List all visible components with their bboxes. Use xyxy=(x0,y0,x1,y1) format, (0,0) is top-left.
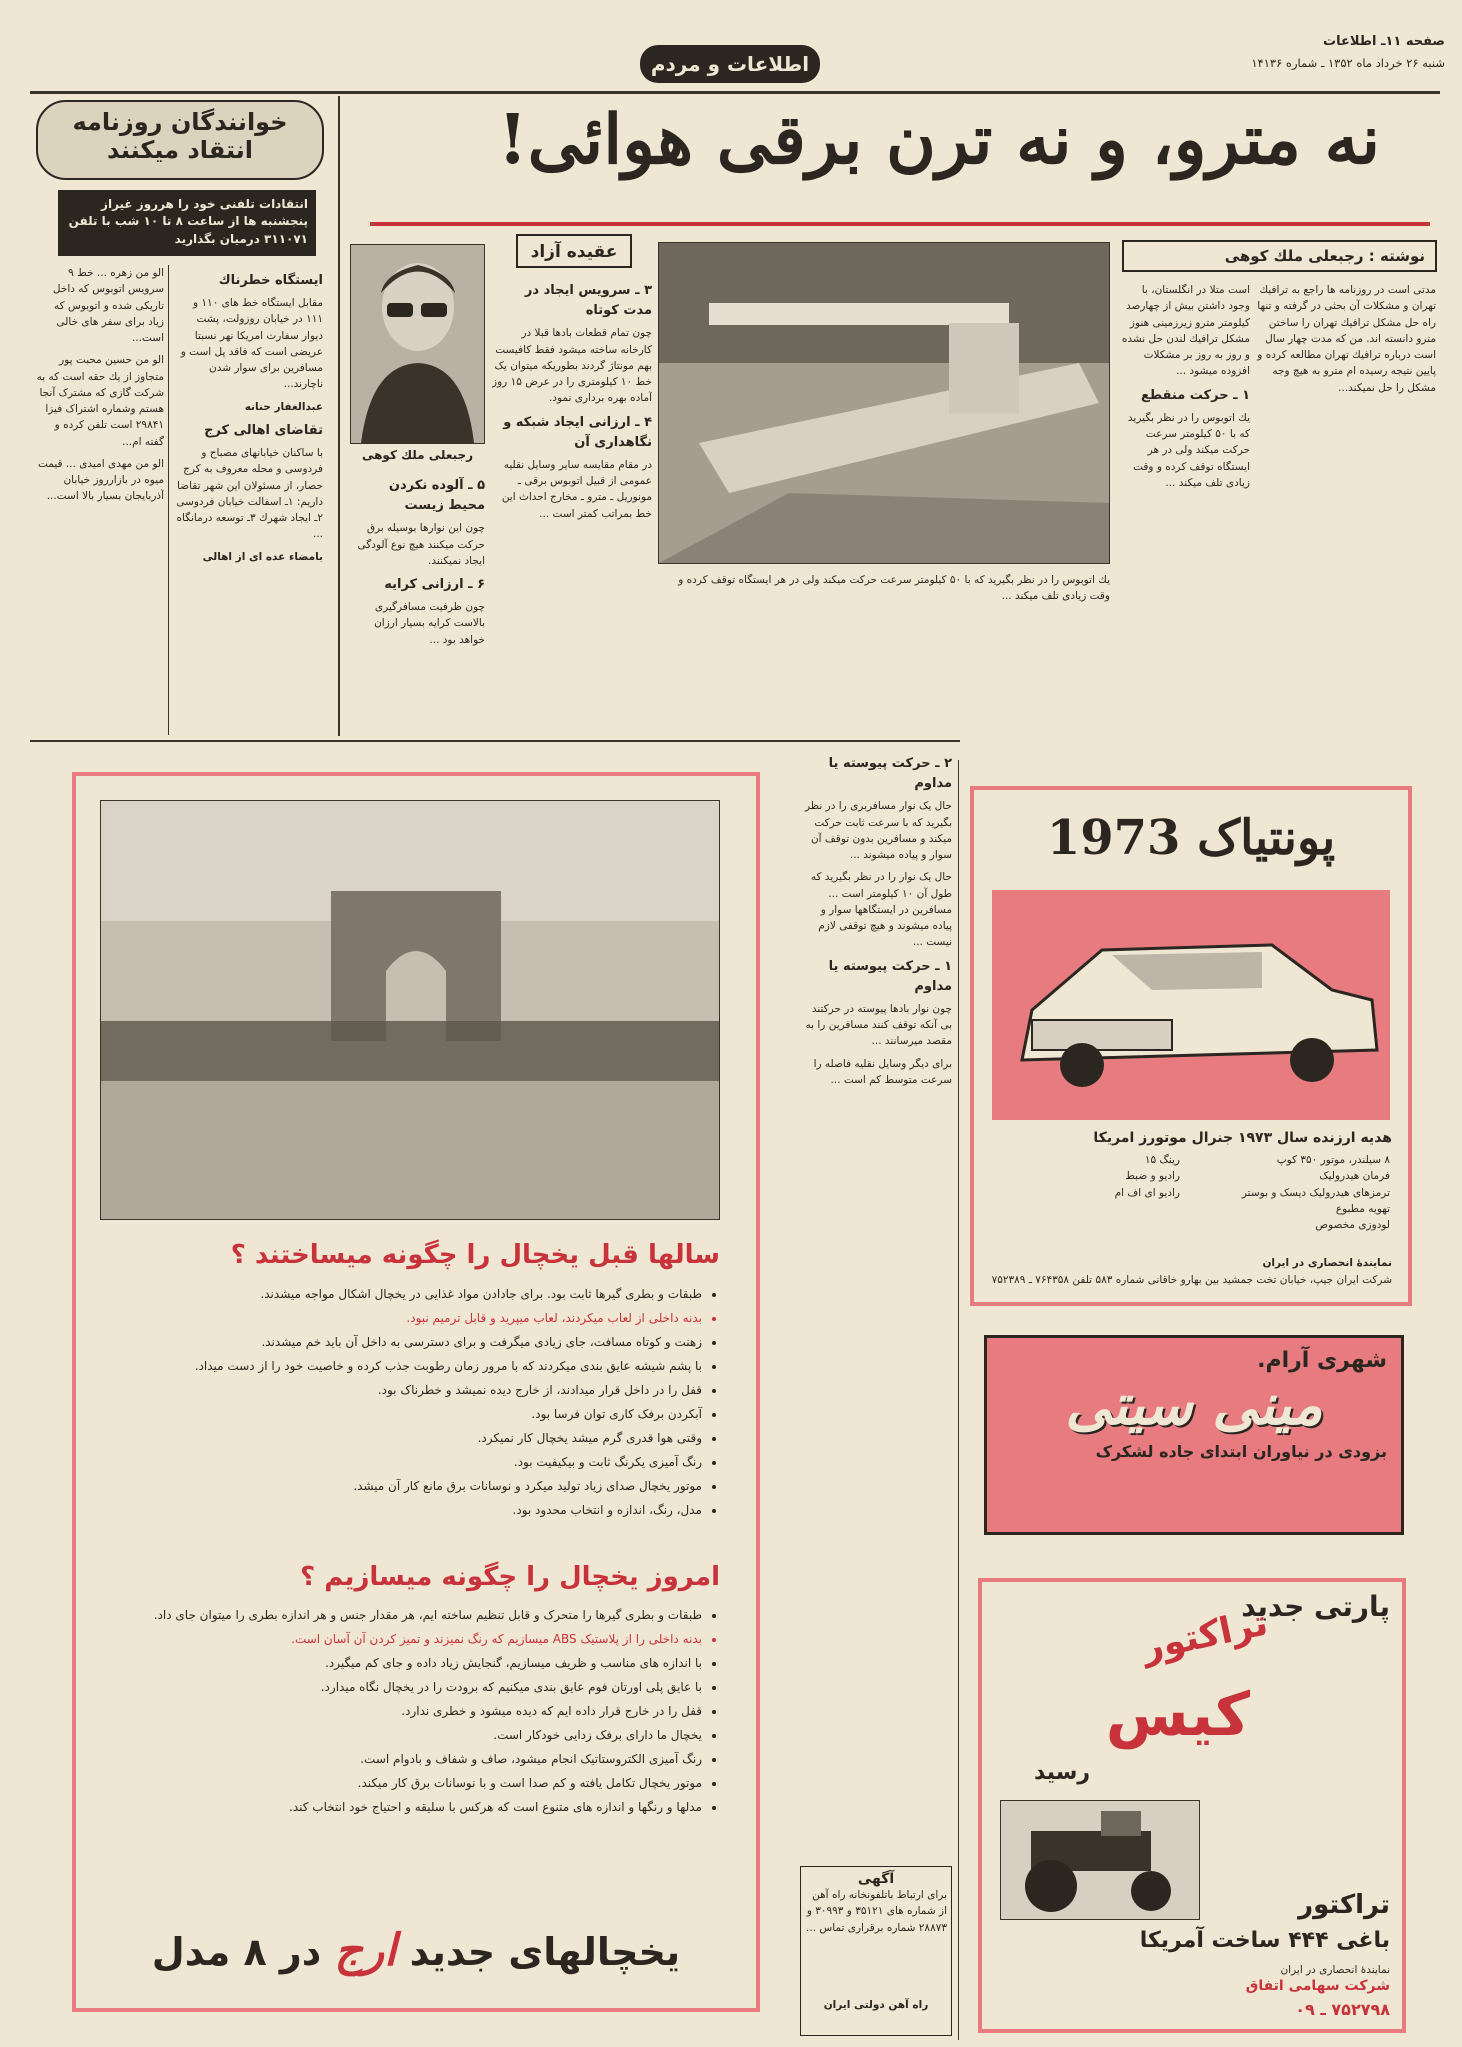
author-caption: رجبعلی ملك كوهی xyxy=(361,448,474,462)
feature-item: تهویه مطبوع xyxy=(1335,1202,1390,1215)
brand-arj: ارج xyxy=(334,1925,397,1976)
now-item: • با عایق پلی اورتان فوم عایق بندی میکنیم که برودت را در یخچال نگاه میدارد. xyxy=(100,1678,702,1696)
readers-title-2: انتقاد میکنند xyxy=(106,136,254,164)
fridge-slogan xyxy=(84,1925,748,1976)
now-item: • با اندازه های مناسب و ظریف میسازیم، گنجایش زیاد داده و جای کم میگیرد. xyxy=(100,1654,702,1672)
article-col-under-photo xyxy=(658,572,1110,737)
tractor-company: شرکت سهامی اتفاق xyxy=(1245,1978,1390,1994)
car-icon xyxy=(992,890,1390,1120)
author-portrait-icon xyxy=(351,245,484,443)
past-item: • طبقات و بطری گیرها ثابت بود. برای جادادن مواد غذایی در یخچال اشکال مواجه میشدند. xyxy=(100,1285,702,1303)
letter-3: الو من مهدی امیدی ... قیمت میوه در بازارروز خیابان آذربایجان بسیار بالا است... xyxy=(37,457,164,503)
mid-rule xyxy=(30,740,960,742)
section1-title: ۱ ـ حرکت منقطع xyxy=(1141,387,1250,403)
fridge-heading-now xyxy=(100,1562,720,1592)
now-item: • یخچال ما دارای برفک زدایی خودکار است. xyxy=(100,1726,702,1744)
now-item: • بدنه داخلی را از پلاستیک ABS میسازیم که رنگ نمیزند و تمیز کردن آن آسان است. xyxy=(100,1630,702,1648)
pontiac-title: پونتیاک 1973 xyxy=(1046,810,1336,866)
section-cont-title: ۱ ـ حرکت پیوسته یا مداوم xyxy=(828,958,952,994)
opinion-left-col xyxy=(350,470,485,735)
opinion-s3-title: ۳ ـ سرویس ایجاد در مدت کوتاه xyxy=(524,283,652,319)
date-line: شنبه ۲۶ خرداد ماه ۱۳۵۲ ـ شماره ۱۴۱۳۶ xyxy=(1251,56,1445,70)
pontiac-rep: نمایندۀ انحصاری در ایران xyxy=(1262,1257,1392,1269)
now-item: • طبقات و بطری گیرها را متحرک و قابل تنظیم ساخته ایم، هر مقدار جنس و هر اندازه بطری را میتوان جای داد. xyxy=(100,1606,702,1624)
letter-karaj: با ساکنان خیابانهای مصباح و فردوسی و محله معروف به کرج حصار، از مسئولان این شهر تقاضا داریم: ۱ـ اسفالت خیابان فردوسی ۲ـ ایجاد شهرك ۳ـ توسعه درمانگاه ... xyxy=(176,447,323,541)
section-cont-text: چون نوار بادها پیوسته در حرکتند بی آنکه توقف کنند مسافرین را به مقصد میرسانند ... xyxy=(805,1002,952,1048)
byline: نوشته : رجبعلی ملك كوهی xyxy=(1122,240,1437,272)
notice-box xyxy=(800,1866,952,2036)
article-col-a xyxy=(1256,282,1436,732)
tractor-model-line: تراکتور xyxy=(1298,1890,1390,1920)
pontiac-subtitle: هدیه ارزنده سال ۱۹۷۳ جنرال موتورز امریکا xyxy=(1093,1130,1392,1146)
now-item: • رنگ آمیزی الکتروستاتیک انجام میشود، صاف و شفاف و بادوام است. xyxy=(100,1750,702,1768)
feature-item: رادیو ای اف ام xyxy=(1114,1186,1180,1199)
past-item: • آبکردن برفک کاری توان فرسا بود. xyxy=(100,1405,702,1423)
fridge-heading-now-text: امروز یخچال را چگونه میسازیم ؟ xyxy=(300,1562,720,1592)
past-item: • بدنه داخلی از لعاب میکردند، لعاب میپرید و قابل ترمیم نبود. xyxy=(100,1309,702,1327)
letter-danger: مقابل ایستگاه خط های ۱۱۰ و ۱۱۱ در خیابان روزولت، پشت دیوار سفارت امریکا نهر نسبتا عریضی است که فاقد پل است و مسافرین برای سوار شدن ناچارند... xyxy=(180,297,323,391)
notice-text: برای ارتباط باتلفونخانه راه آهن از شماره های ۳۵۱۲۱ و ۳۰۹۹۳ و ۲۸۸۷۳ شماره برقراری تماس ... xyxy=(806,1889,947,1934)
opinion-s5: چون این نوارها بوسیله برق حرکت میکنند هیچ نوع آلودگی ایجاد نمیکنند. xyxy=(357,522,485,567)
section1-continued: یك اتوبوس را در نظر بگیرید که با ۵۰ کیلومتر سرعت حرکت میکند ولی در هر ایستگاه توقف کرده و وقت زیادی تلف میکند ... xyxy=(678,574,1110,603)
minicity-tagline: شهری آرام. xyxy=(1257,1348,1387,1373)
tractor-top: پارتی جدید xyxy=(1241,1590,1390,1623)
letter-karaj-signer: بامضاء عده ای از اهالی xyxy=(202,550,323,563)
feature-item: رادیو و ضبط xyxy=(1125,1170,1180,1183)
letter-2: الو من حسین محبت پور متجاوز از یك حقه است که به شرکت گازی که مشترک آنجا هستم وشماره اشتراک فیزا ۲۹۸۴۱ است تلفن کرده و گفته ام... xyxy=(36,354,164,448)
letter-1: الو من زهره ... خط ۹ سرویس اتوبوس که داخل تاریكی شده و اتوبوس که زیاد برای سفر های خالی است... xyxy=(52,267,164,345)
headline-rule xyxy=(370,222,1430,226)
top-rule xyxy=(30,91,1440,94)
feature-item: ۸ سیلندر، موتور ۳۵۰ کوپ xyxy=(1276,1154,1390,1166)
feature-item: لودوزی مخصوص xyxy=(1315,1219,1390,1232)
tractor-brand1: تراکتور xyxy=(1138,1602,1272,1669)
fridge-heading-past xyxy=(100,1240,720,1270)
feature-item: رینگ ۱۵ xyxy=(1144,1154,1180,1166)
readers-info: انتقادات تلفنی خود را هرروز غیراز پنجشنبه ها از ساعت ۸ تا ۱۰ شب با تلفن ۳۱۱۰۷۱ درمیان بگذارید xyxy=(58,190,316,256)
past-item: • با پشم شیشه عایق بندی میکردند که با مرور زمان رطوبت جذب کرده و خاصیت خود را از دست میداد. xyxy=(100,1357,702,1375)
fridge-past-list xyxy=(100,1285,720,1555)
now-item: • مدلها و رنگها و اندازه های متنوع است که هرکس با سلیقه و احتیاج خود انتخاب کند. xyxy=(100,1798,702,1816)
fridge-heading-past-text: سالها قبل یخچال را چگونه میساختند ؟ xyxy=(230,1240,720,1270)
tractor-model: باغی ۴۴۴ ساخت آمریکا xyxy=(1139,1928,1390,1953)
tractor-dealer: نمایندۀ انحصاری در ایران xyxy=(1280,1964,1390,1976)
closing-text: برای دیگر وسایل نقلیه فاصله را سرعت متوسط کم است ... xyxy=(813,1057,952,1087)
letter-title-karaj: تقاضای اهالی کرج xyxy=(204,423,323,438)
vertical-rule xyxy=(338,96,340,736)
slogan-prefix: یخچالهای جدید xyxy=(409,1930,681,1974)
past-item: • رنگ آمیزی یکرنگ ثابت و بیکیفیت بود. xyxy=(100,1453,702,1471)
tractor-image xyxy=(1000,1800,1200,1920)
past-item: • مدل، رنگ، اندازه و انتخاب محدود بود. xyxy=(100,1501,702,1519)
readers-title-box xyxy=(36,100,324,180)
opinion-right-col xyxy=(492,275,652,735)
col-divider xyxy=(168,265,169,735)
article-b-text: است متلا در انگلستان، با وجود داشتن بیش از چهارصد کیلومتر مترو زیرزمینی هنوز مشکل ترافیك لندن حل نشده و روز به روز بر مشکلات افزوده میشود ... xyxy=(1121,284,1250,378)
opinion-s5-title: ۵ ـ آلوده نکردن محیط زیست xyxy=(388,478,485,514)
readers-title-1: خوانندگان روزنامه xyxy=(72,108,288,136)
section2-text: حال یک نوار مسافربری را در نظر بگیرید که با سرعت ثابت حرکت میکند و مسافرین بدون توقف آن سوار و پیاده میشوند ... xyxy=(805,800,952,862)
minicity-ad xyxy=(984,1335,1404,1535)
notice-signer: راه آهن دولتی ایران xyxy=(823,1999,929,2011)
author-photo xyxy=(350,244,485,444)
pontiac-address: شرکت ایران جیپ، خیابان تخت جمشید بین بهارو خاقانی شماره ۵۸۳ تلفن ۷۶۴۳۵۸ ـ ۷۵۲۳۸۹ xyxy=(991,1274,1392,1286)
letter-danger-signer: عبدالغفار حنانه xyxy=(244,400,323,413)
feature-item: ترمزهای هیدرولیک دیسک و بوستر xyxy=(1241,1186,1390,1199)
now-item: • قفل را در خارج قرار داده ایم که دیده میشود و خطری ندارد. xyxy=(100,1702,702,1720)
tractor-phone: ۷۵۲۷۹۸ ـ ۰۹ xyxy=(1295,2000,1390,2019)
section2-title: ۲ ـ حرکت پیوسته یا مداوم xyxy=(828,756,952,792)
minicity-location: بزودی در نیاوران ابتدای جاده لشکرک xyxy=(1095,1442,1387,1461)
letter-title-danger: ایستگاه خطرناك xyxy=(218,273,323,288)
past-item: • قفل را در داخل قرار میدادند، از خارج دیده نمیشد و خطرناک بود. xyxy=(100,1381,702,1399)
minicity-name: مینی سیتی xyxy=(1065,1373,1323,1438)
pontiac-features xyxy=(1190,1152,1390,1233)
article-col-center xyxy=(800,748,952,1858)
tractor-brand2: کیس xyxy=(1105,1680,1250,1750)
monorail-photo xyxy=(658,242,1110,564)
pontiac-car-panel xyxy=(992,890,1390,1120)
feature-item: فرمان هیدرولیک xyxy=(1319,1170,1390,1183)
opinion-s4-title: ۴ ـ ارزانی ایجاد شبکه و نگاهداری آن xyxy=(503,414,652,450)
tractor-arrived: رسید xyxy=(1034,1760,1090,1785)
article-c-text: حال یک نوار را در نظر بگیرید که طول آن ۱۰ کیلومتر است ... مسافرین در ایستگاهها سوار و پیاده میشوند و هیچ توقفی لازم نیست ... xyxy=(810,871,952,949)
article-col-b xyxy=(1120,282,1250,732)
page-label: صفحه ۱۱ـ اطلاعات xyxy=(1323,34,1445,49)
past-item: • وقتی هوا قدری گرم میشد یخچال کار نمیکرد. xyxy=(100,1429,702,1447)
opinion-s4: در مقام مقایسه سایر وسایل نقلیه عمومی از قبیل اتوبوس برقی ـ مونوریل ـ مترو ـ مخارج احداث این خط بمراتب کمتر است ... xyxy=(501,458,652,520)
main-headline: نه مترو، و نه ترن برقی هوائی! xyxy=(497,100,1380,180)
section1-text: یك اتوبوس را در نظر بگیرید که با ۵۰ کیلومتر سرعت حرکت میکند ولی در هر ایستگاه توقف کرده و وقت زیادی تلف میکند ... xyxy=(1127,411,1250,489)
right-divider xyxy=(958,760,959,2040)
section-badge: اطلاعات و مردم xyxy=(640,45,820,83)
opinion-s6-title: ۶ ـ ارزانی کرایه xyxy=(384,577,485,593)
monorail-model-icon xyxy=(659,243,1109,563)
article-a-text: مدتی است در روزنامه ها راجع به ترافیك تهران و مشکلات آن بحثی در گرفته و تنها راه حل مشکل ترافیك تهران را ساختن مترو دانسته اند. من که مدت چهار سال است درباره ترافیك تهران مطالعه کرده و پایین نتیجه رسیده ام مترو به هیچ وجه مشکل را حل نمیکند... xyxy=(1257,284,1436,394)
now-item: • موتور یخچال تکامل یافته و کم صدا است و با نوسانات برق کار میکند. xyxy=(100,1774,702,1792)
opinion-s3: چون تمام قطعات بادها قبلا در کارخانه ساخته میشود فقط کافیست بهم مونتاژ گردند بطوریکه میتوان یک خط ۱۰ کیلومتری را در عرض ۱۵ روز آماده بهره برداری نمود. xyxy=(492,327,652,405)
readers-letters-col2 xyxy=(173,265,323,735)
historic-photo xyxy=(100,800,720,1220)
historic-gate-icon xyxy=(101,801,719,1219)
fridge-now-list xyxy=(100,1606,720,1906)
opinion-badge: عقیده آزاد xyxy=(516,234,632,268)
past-item: • موتور یخچال صدای زیاد تولید میکرد و نوسانات برق مانع کار آن میشد. xyxy=(100,1477,702,1495)
tractor-icon xyxy=(1001,1801,1199,1919)
pontiac-features-right xyxy=(1020,1152,1180,1201)
slogan-suffix: در ۸ مدل xyxy=(151,1930,322,1974)
notice-title: آگهی xyxy=(857,1871,895,1887)
past-item: • زهنت و کوتاه مسافت، جای زیادی میگرفت و برای دسترسی به داخل آن باید خم میشدند. xyxy=(100,1333,702,1351)
readers-letters-col1 xyxy=(36,265,164,735)
opinion-s6: چون ظرفیت مسافرگیری بالاست کرایه بسیار ارزان خواهد بود ... xyxy=(374,601,485,646)
